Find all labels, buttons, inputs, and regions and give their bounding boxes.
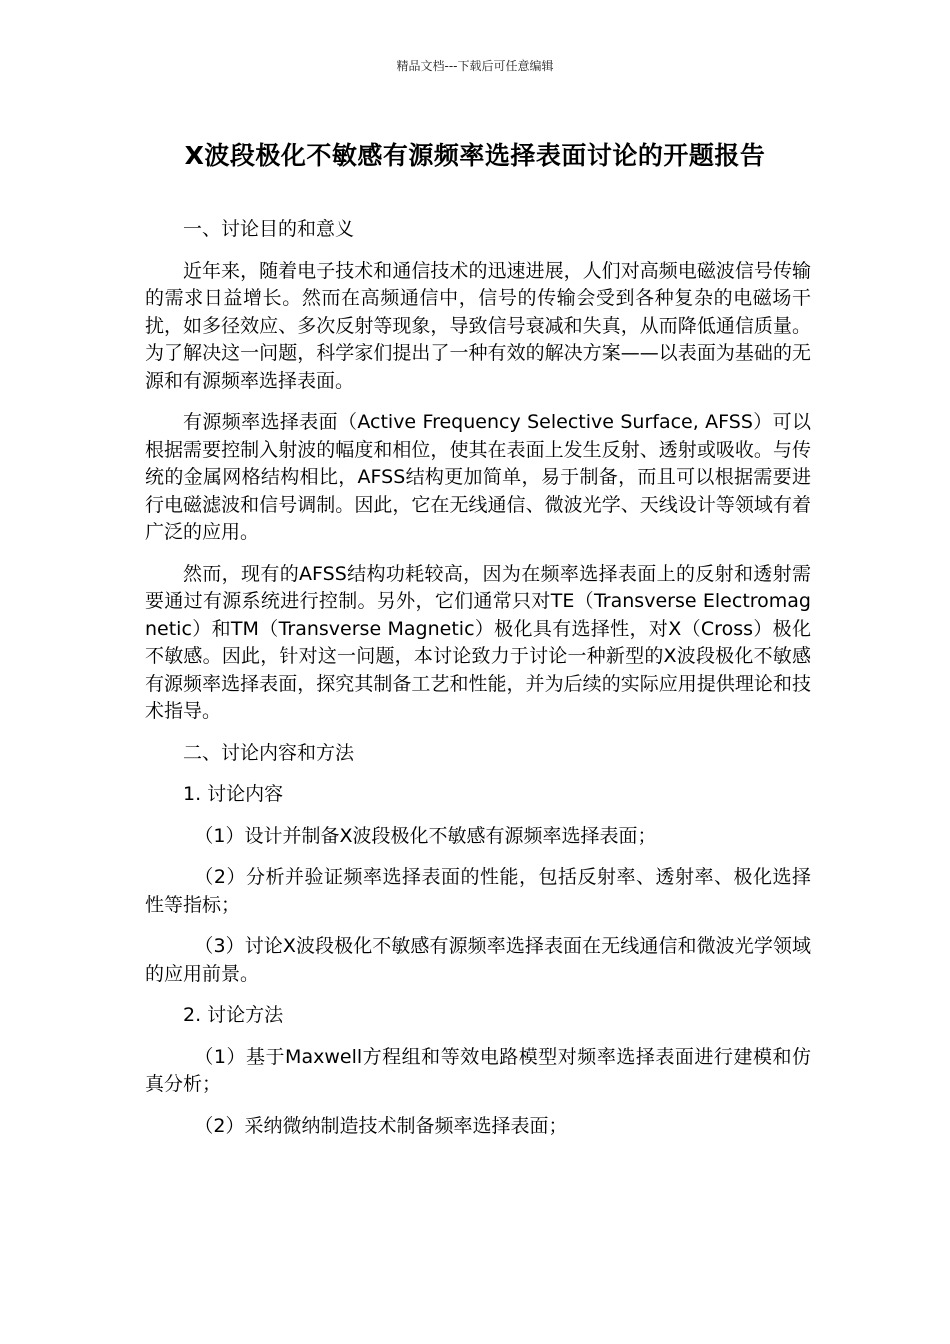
page-header: 精品文档---下载后可任意编辑 — [396, 59, 554, 73]
paragraph-background: 近年来，随着电子技术和通信技术的迅速进展，人们对高频电磁波信号传输的需求日益增长。然而在高频通信中，信号的传输会受到各种复杂的电磁场干扰，如多径效应、多次反射等现象，导致信号衰减和失真，从而降低通信质量。为了解决这一问题，科学家们提出了一种有效的解决方案——以表面为基础的无源和有源频率选择表面。 — [145, 259, 811, 392]
section-heading-purpose: 一、讨论目的和意义 — [183, 218, 355, 240]
paragraph-afss-intro: 有源频率选择表面（Active Frequency Selective Surface, AFSS）可以根据需要控制入射波的幅度和相位，使其在表面上发生反射、透射或吸收。与传统的金属网格结构相比，AFSS结构更加简单，易于制备，而且可以根据需要进行电磁滤波和信号调制。因此，它在无线通信、微波光学、天线设计等领域有着广泛的应用。 — [145, 411, 811, 543]
section-heading-content-methods: 二、讨论内容和方法 — [183, 741, 355, 764]
paragraph-problem-statement: 然而，现有的AFSS结构功耗较高，因为在频率选择表面上的反射和透射需要通过有源系统进行控制。另外，它们通常只对TE（Transverse Electromagnetic）和TM（Transverse Magnetic）极化具有选择性，对X（Cross）极化不敏感。因此，针对这一问题，本讨论致力于讨论一种新型的X波段极化不敏感有源频率选择表面，探究其制备工艺和性能，并为后续的实际应用提供理论和技术指导。 — [145, 562, 811, 722]
content-item-3: （3）讨论X波段极化不敏感有源频率选择表面在无线通信和微波光学领域的应用前景。 — [145, 935, 811, 985]
content-item-1: （1）设计并制备X波段极化不敏感有源频率选择表面； — [194, 824, 657, 847]
subheading-content: 1. 讨论内容 — [183, 783, 284, 805]
document-body — [145, 216, 811, 1154]
content-item-2: （2）分析并验证频率选择表面的性能，包括反射率、透射率、极化选择性等指标； — [145, 866, 811, 916]
method-item-1: （1）基于Maxwell方程组和等效电路模型对频率选择表面进行建模和仿真分析； — [145, 1045, 811, 1095]
subheading-methods: 2. 讨论方法 — [183, 1004, 284, 1026]
method-item-2: （2）采纳微纳制造技术制备频率选择表面； — [194, 1114, 568, 1137]
document-title: X波段极化不敏感有源频率选择表面讨论的开题报告 — [184, 141, 766, 170]
